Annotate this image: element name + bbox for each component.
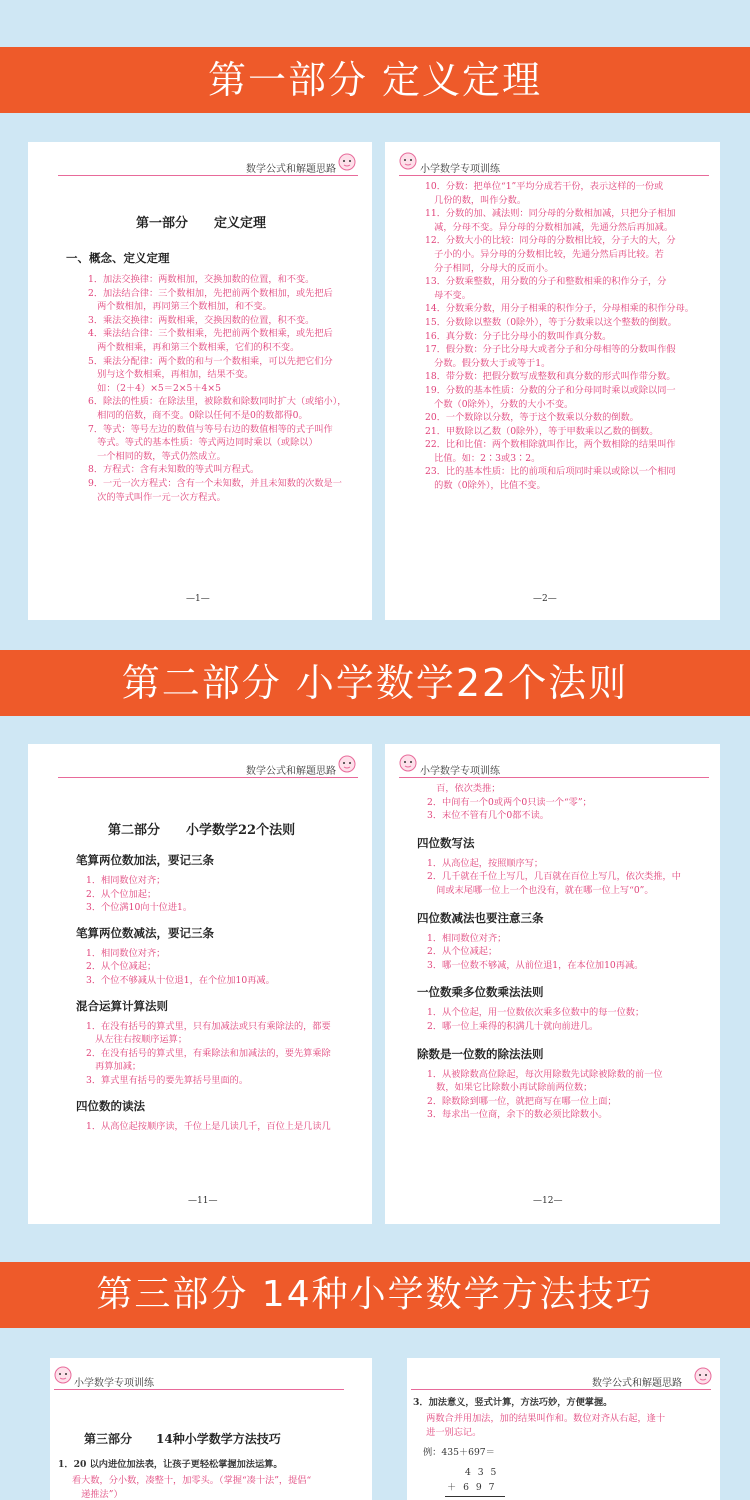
header-rule [58, 175, 358, 176]
header-rule [399, 175, 709, 176]
rule-item: 2．除数除到哪一位，就把商写在哪一位上面； [427, 1095, 617, 1107]
definition-item: 两个数相乘，再和第三个数相乘，它们的积不变。 [88, 341, 300, 353]
definition-item: 20．一个数除以分数，等于这个数乘以分数的倒数。 [425, 412, 639, 424]
page-header: 数学公式和解题思路 [246, 766, 336, 777]
definition-item: 12．分数大小的比较：同分母的分数相比较，分子大的大，分 [425, 235, 676, 247]
page-number: —12— [533, 1196, 563, 1206]
definition-item: 22．比和比值：两个数相除就叫作比，两个数相除的结果叫作 [425, 439, 676, 451]
definition-item: 5．乘法分配律：两个数的和与一个数相乘，可以先把它们分 [88, 355, 333, 367]
vertical-rule [445, 1496, 505, 1497]
definition-item: 3．乘法交换律：两数相乘，交换因数的位置，积不变。 [88, 314, 315, 326]
rule-item: 1．从被除数高位除起，每次用除数先试除被除数的前一位 [427, 1068, 663, 1080]
rule-item: 1．相同数位对齐； [86, 875, 166, 886]
page-header: 数学公式和解题思路 [246, 164, 336, 175]
header-rule [411, 1389, 711, 1390]
page-11 [28, 744, 372, 1224]
section-banner-2 [0, 650, 750, 716]
rule-heading: 四位数写法 [417, 835, 475, 850]
rule-item: 间或末尾哪一位上一个也没有，就在哪一位上写“0”。 [427, 884, 654, 896]
girl-mascot-icon [336, 151, 358, 173]
definition-item: 8．方程式：含有未知数的等式叫方程式。 [88, 464, 260, 476]
page-12 [385, 744, 720, 1224]
page-header: 小学数学专项训练 [420, 766, 500, 777]
rule-item: 2．几千就在千位上写几，几百就在百位上写几，依次类推，中 [427, 871, 681, 883]
definition-item: 一个相同的数，等式仍然成立。 [88, 450, 226, 462]
section-banner-1 [0, 47, 750, 113]
definition-item: 分子相同，分母大的反而小。 [425, 262, 554, 274]
definition-item: 13．分数乘整数，用分数的分子和整数相乘的积作分子，分 [425, 276, 667, 288]
page-22 [407, 1358, 720, 1500]
girl-mascot-icon [397, 752, 419, 774]
definition-item: 相同的倍数，商不变。0除以任何不是0的数都得0。 [88, 409, 308, 421]
rule-item: 2．从个位减起； [86, 961, 157, 973]
definition-item: 11．分数的加、减法则：同分母的分数相加减，只把分子相加 [425, 208, 676, 220]
rule-item: 3．末位不管有几个0都不读。 [427, 810, 549, 822]
rule-item: 1．从高位起，按照顺序写； [427, 857, 544, 869]
definition-item: 比值。如：2∶3或3∶2。 [425, 452, 541, 464]
definition-item: 分数。假分数大于或等于1。 [425, 357, 551, 369]
method-text [417, 1412, 712, 1439]
method-line: 进一别忘记。 [417, 1426, 482, 1438]
definition-item: 的数（0除外），比值不变。 [425, 480, 546, 492]
definition-item: 19．分数的基本性质：分数的分子和分母同时乘以或除以同一 [425, 384, 676, 396]
page-1 [28, 142, 372, 620]
rule-heading: 四位数的读法 [76, 1098, 145, 1113]
definition-item: 14．分数乘分数，用分子相乘的积作分子，分母相乘的积作分母。 [425, 303, 694, 315]
banner-title: 第三部分 14种小学数学方法技巧 [96, 1274, 654, 1315]
definition-item: 次的等式叫作一元一次方程式。 [88, 491, 226, 503]
part-title: 第二部分 小学数学22个法则 [108, 823, 296, 838]
definition-item: 17．假分数：分子比分母大或者分子和分母相等的分数叫作假 [425, 344, 676, 356]
rule-item: 1．相同数位对齐； [427, 932, 507, 944]
definition-list [88, 273, 368, 504]
section-heading: 一、概念、定义定理 [66, 251, 170, 265]
definition-item: 子小的小。异分母的分数相比较，先通分然后再比较。若 [425, 248, 664, 260]
definition-item: 18．带分数：把假分数写成整数和真分数的形式叫作带分数。 [425, 371, 676, 383]
rules-content [417, 782, 712, 1122]
rule-item: 2．哪一位上乘得的积满几十就向前进几。 [427, 1020, 599, 1032]
rule-item: 3．个位不够减从十位退1，在个位加10再减。 [86, 974, 275, 986]
rule-heading: 除数是一位数的除法法则 [417, 1046, 544, 1061]
rule-item: 再算加减； [86, 1061, 142, 1073]
page-21 [50, 1358, 372, 1500]
definition-item: 2．加法结合律：三个数相加，先把前两个数相加，或先把后 [88, 287, 333, 299]
page-number: —1— [186, 594, 210, 604]
rule-item: 2．从个位加起； [86, 888, 157, 900]
rule-item: 百，依次类推； [427, 783, 501, 794]
definition-item: 几份的数，叫作分数。 [425, 194, 527, 206]
example-label: 例：435＋697＝ [423, 1447, 495, 1458]
method-heading: 1．20 以内进位加法表，让孩子更轻松掌握加法运算。 [58, 1459, 283, 1470]
definition-item: 6．除法的性质：在除法里，被除数和除数同时扩大（或缩小）， [88, 396, 347, 408]
definition-item: 4．乘法结合律：三个数相乘，先把前两个数相乘，或先把后 [88, 328, 333, 340]
method-heading: 3．加法意义，竖式计算，方法巧妙，方便掌握。 [413, 1397, 613, 1408]
rule-item: 1．相同数位对齐； [86, 947, 166, 959]
definition-item: 如：（2＋4）×5＝2×5＋4×5 [88, 382, 221, 394]
rule-item: 3．个位满10向十位进1。 [86, 902, 193, 914]
page-header: 数学公式和解题思路 [592, 1378, 682, 1389]
section-banner-3 [0, 1262, 750, 1328]
definition-item: 21．甲数除以乙数（0除外），等于甲数乘以乙数的倒数。 [425, 425, 659, 437]
rule-item: 2．从个位减起； [427, 946, 498, 958]
rule-item: 2．在没有括号的算式里，有乘除法和加减法的，要先算乘除 [86, 1047, 331, 1059]
banner-title: 第二部分 小学数学22个法则 [121, 661, 629, 705]
rule-heading: 笔算两位数加法，要记三条 [76, 853, 214, 867]
definition-item: 两个数相加，再同第三个数相加，和不变。 [88, 301, 272, 313]
definition-item: 16．真分数：分子比分母小的数叫作真分数。 [425, 330, 612, 342]
method-line: 两数合并用加法，加的结果叫作和。数位对齐从右起，逢十 [417, 1413, 666, 1424]
rule-heading: 笔算两位数减法，要记三条 [76, 925, 214, 940]
definition-list [425, 180, 717, 493]
girl-mascot-icon [52, 1364, 74, 1386]
part-title: 第三部分 14种小学数学方法技巧 [84, 1432, 281, 1446]
definition-item: 15．分数除以整数（0除外），等于分数乘以这个整数的倒数。 [425, 316, 677, 328]
definition-item: 1．加法交换律：两数相加，交换加数的位置，和不变。 [88, 274, 315, 285]
rule-heading: 一位数乘多位数乘法法则 [417, 985, 544, 1000]
rule-heading: 四位数减法也要注意三条 [417, 910, 544, 925]
header-rule [399, 777, 709, 778]
definition-item: 7．等式：等号左边的数值与等号右边的数值相等的式子叫作 [88, 423, 333, 435]
rule-item: 1．从高位起按顺序读，千位上是几读几千，百位上是几读几 [86, 1120, 331, 1132]
rule-item: 1．从个位起，用一位数依次乘多位数中的每一位数； [427, 1007, 645, 1019]
header-rule [54, 1389, 344, 1390]
rule-item: 1．在没有括号的算式里，只有加减法或只有乘除法的，都要 [86, 1020, 331, 1032]
method-line: 看大数，分小数，凑整十，加零头。（掌握“凑十法”，提倡“ [72, 1475, 312, 1486]
rule-item: 数，如果它比除数小再试除前两位数； [427, 1082, 593, 1094]
definition-item: 减，分母不变。异分母的分数相加减，先通分然后再加减。 [425, 221, 674, 233]
page-2 [385, 142, 720, 620]
rule-heading: 混合运算计算法则 [76, 998, 168, 1013]
girl-mascot-icon [397, 150, 419, 172]
definition-item: 23．比的基本性质：比的前项和后项同时乘以或除以一个相同 [425, 466, 676, 478]
page-number: —2— [533, 594, 557, 604]
banner-title: 第一部分 定义定理 [207, 58, 543, 102]
rule-item: 从左往右按顺序运算； [86, 1034, 188, 1046]
definition-item: 别与这个数相乘，再相加，结果不变。 [88, 369, 254, 381]
definition-item: 10．分数：把单位“1”平均分成若干份，表示这样的一份或 [425, 181, 664, 192]
rule-item: 3．哪一位数不够减，从前位退1，在本位加10再减。 [427, 959, 644, 971]
girl-mascot-icon [692, 1365, 714, 1387]
rules-content [76, 852, 368, 1133]
part-title: 第一部分 定义定理 [136, 216, 267, 231]
rule-item: 3．每求出一位商，余下的数必须比除数小。 [427, 1109, 608, 1121]
definition-item: 9．一元一次方程式：含有一个未知数，并且未知数的次数是一 [88, 477, 342, 489]
method-line: 递推法”） [72, 1488, 123, 1500]
rule-item: 3．算式里有括号的要先算括号里面的。 [86, 1074, 249, 1086]
definition-item: 个数（0除外），分数的大小不变。 [425, 398, 574, 410]
rule-item: 2．中间有一个0或两个0只读一个“零”； [427, 796, 592, 808]
page-number: —11— [188, 1196, 218, 1206]
definition-item: 等式。等式的基本性质：等式两边同时乘以（或除以） [88, 437, 318, 449]
definition-item: 母不变。 [425, 289, 471, 301]
method-text [72, 1474, 367, 1500]
girl-mascot-icon [336, 753, 358, 775]
vertical-addend-2: ＋ 6 9 7 [447, 1482, 497, 1493]
header-rule [58, 777, 358, 778]
vertical-addend-1: 4 3 5 [465, 1467, 499, 1478]
page-header: 小学数学专项训练 [74, 1378, 154, 1389]
page-header: 小学数学专项训练 [420, 164, 500, 175]
